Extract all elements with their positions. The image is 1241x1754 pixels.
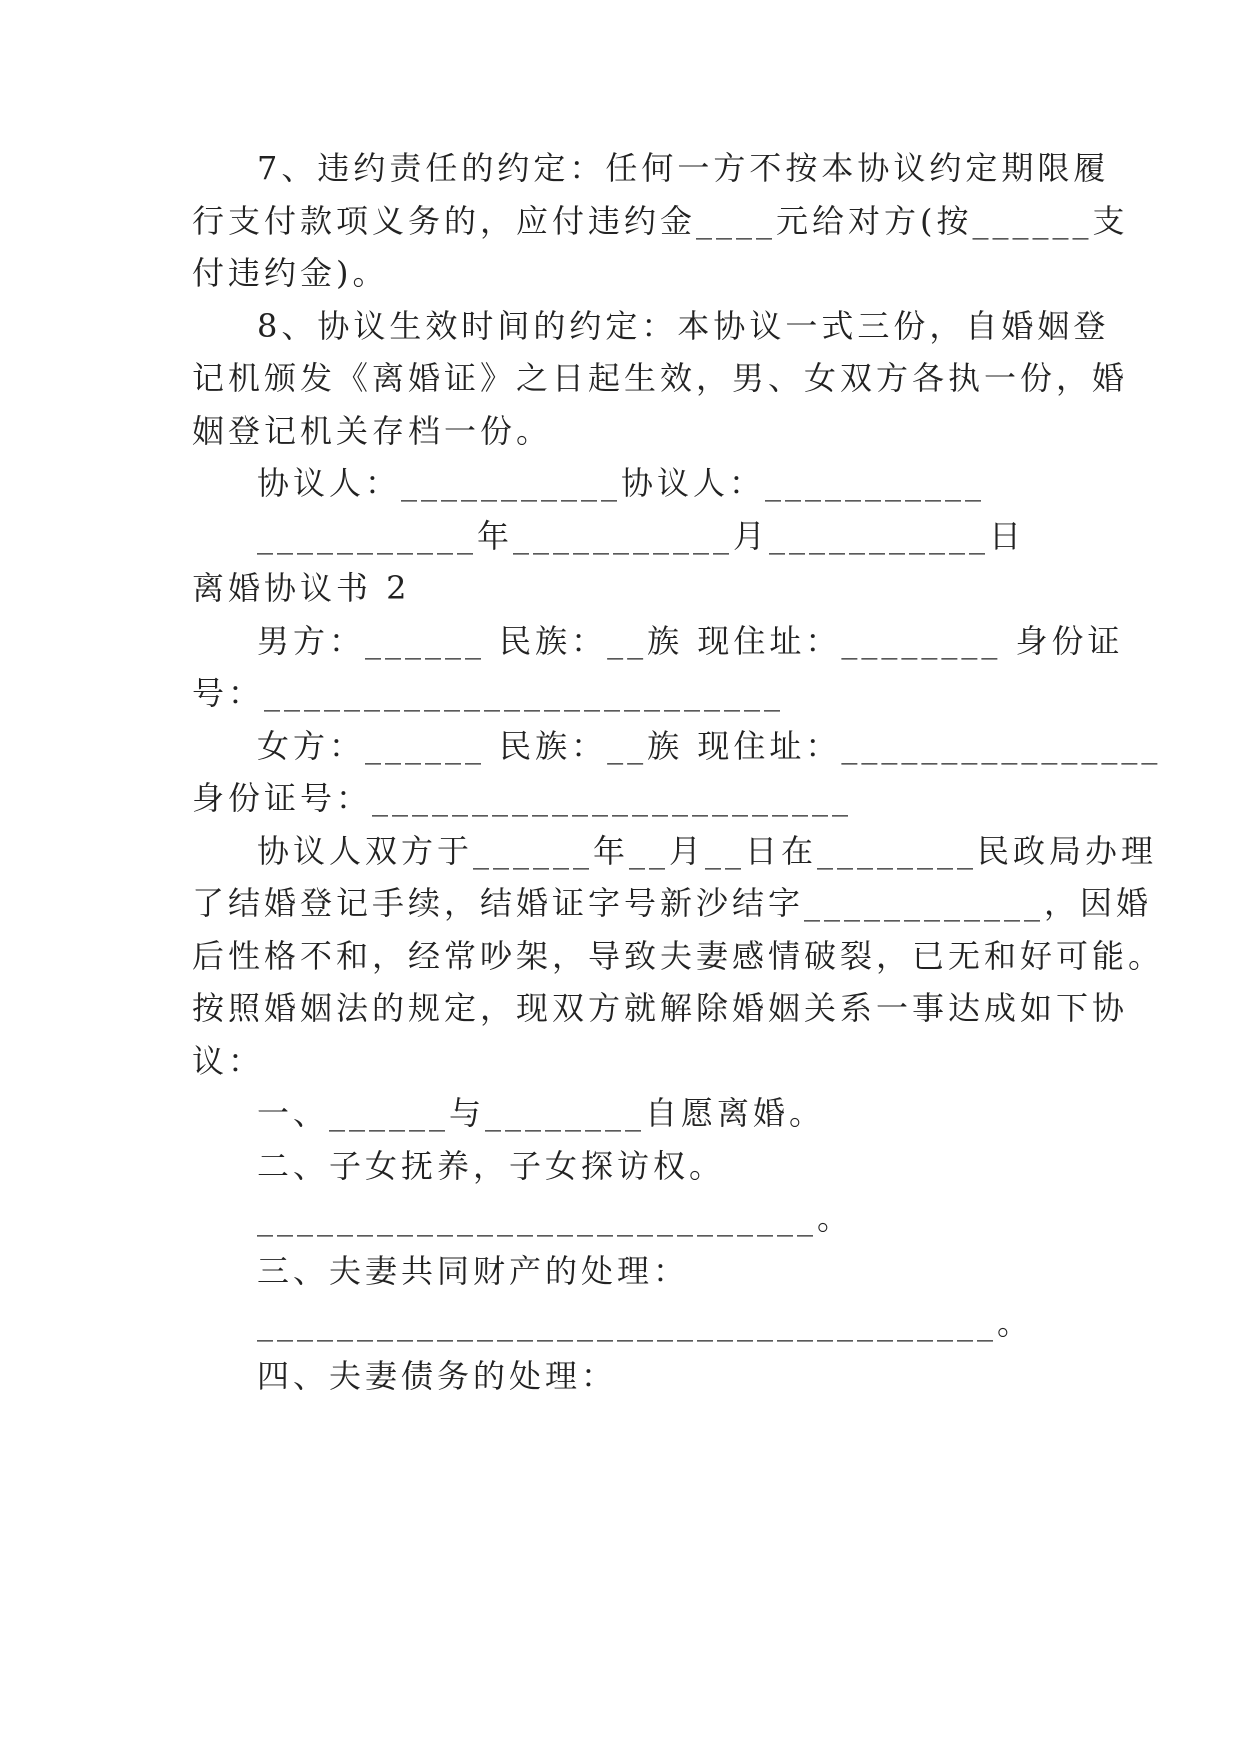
clause-8-line-2: 记机颁发《离婚证》之日起生效，男、女双方各执一份，婚 [192,359,1129,397]
intro-line-3: 后性格不和，经常吵架，导致夫妻感情破裂，已无和好可能。 [192,937,1165,975]
signatory-line: 协议人：___________协议人：___________ [257,464,986,502]
female-party-line-2: 身份证号：________________________ [192,779,853,817]
clause-8-line-1: 8、协议生效时间的约定：本协议一式三份，自婚姻登 [257,307,1110,345]
article-2-blank: ____________________________。 [257,1199,854,1237]
intro-line-4: 按照婚姻法的规定，现双方就解除婚姻关系一事达成如下协 [192,989,1129,1027]
intro-line-1: 协议人双方于______年__月__日在________民政局办理 [257,832,1158,870]
intro-line-2: 了结婚登记手续，结婚证字号新沙结字____________，因婚 [192,884,1153,922]
clause-7-line-2: 行支付款项义务的，应付违约金____元给对方(按______支 [192,202,1129,240]
article-4: 四、夫妻债务的处理： [257,1357,618,1395]
clause-7-line-3: 付违约金)。 [192,254,389,292]
article-3-blank: _____________________________________。 [257,1304,1034,1342]
clause-8-line-3: 姻登记机关存档一份。 [192,412,553,450]
male-party-line-2: 号：__________________________ [192,674,785,712]
male-party-line-1: 男方：______ 民族：__族 现住址：________ 身份证 [257,622,1124,660]
date-line: ___________年___________月___________日 [257,517,1026,555]
article-1: 一、______与________自愿离婚。 [257,1094,826,1132]
clause-7-line-1: 7、违约责任的约定：任何一方不按本协议约定期限履 [257,149,1110,187]
article-3: 三、夫妻共同财产的处理： [257,1252,690,1290]
section-title: 离婚协议书 2 [192,569,411,607]
article-2: 二、子女抚养，子女探访权。 [257,1147,726,1185]
intro-line-5: 议： [192,1042,265,1080]
female-party-line-1: 女方：______ 民族：__族 现住址：________________ [257,727,1162,765]
